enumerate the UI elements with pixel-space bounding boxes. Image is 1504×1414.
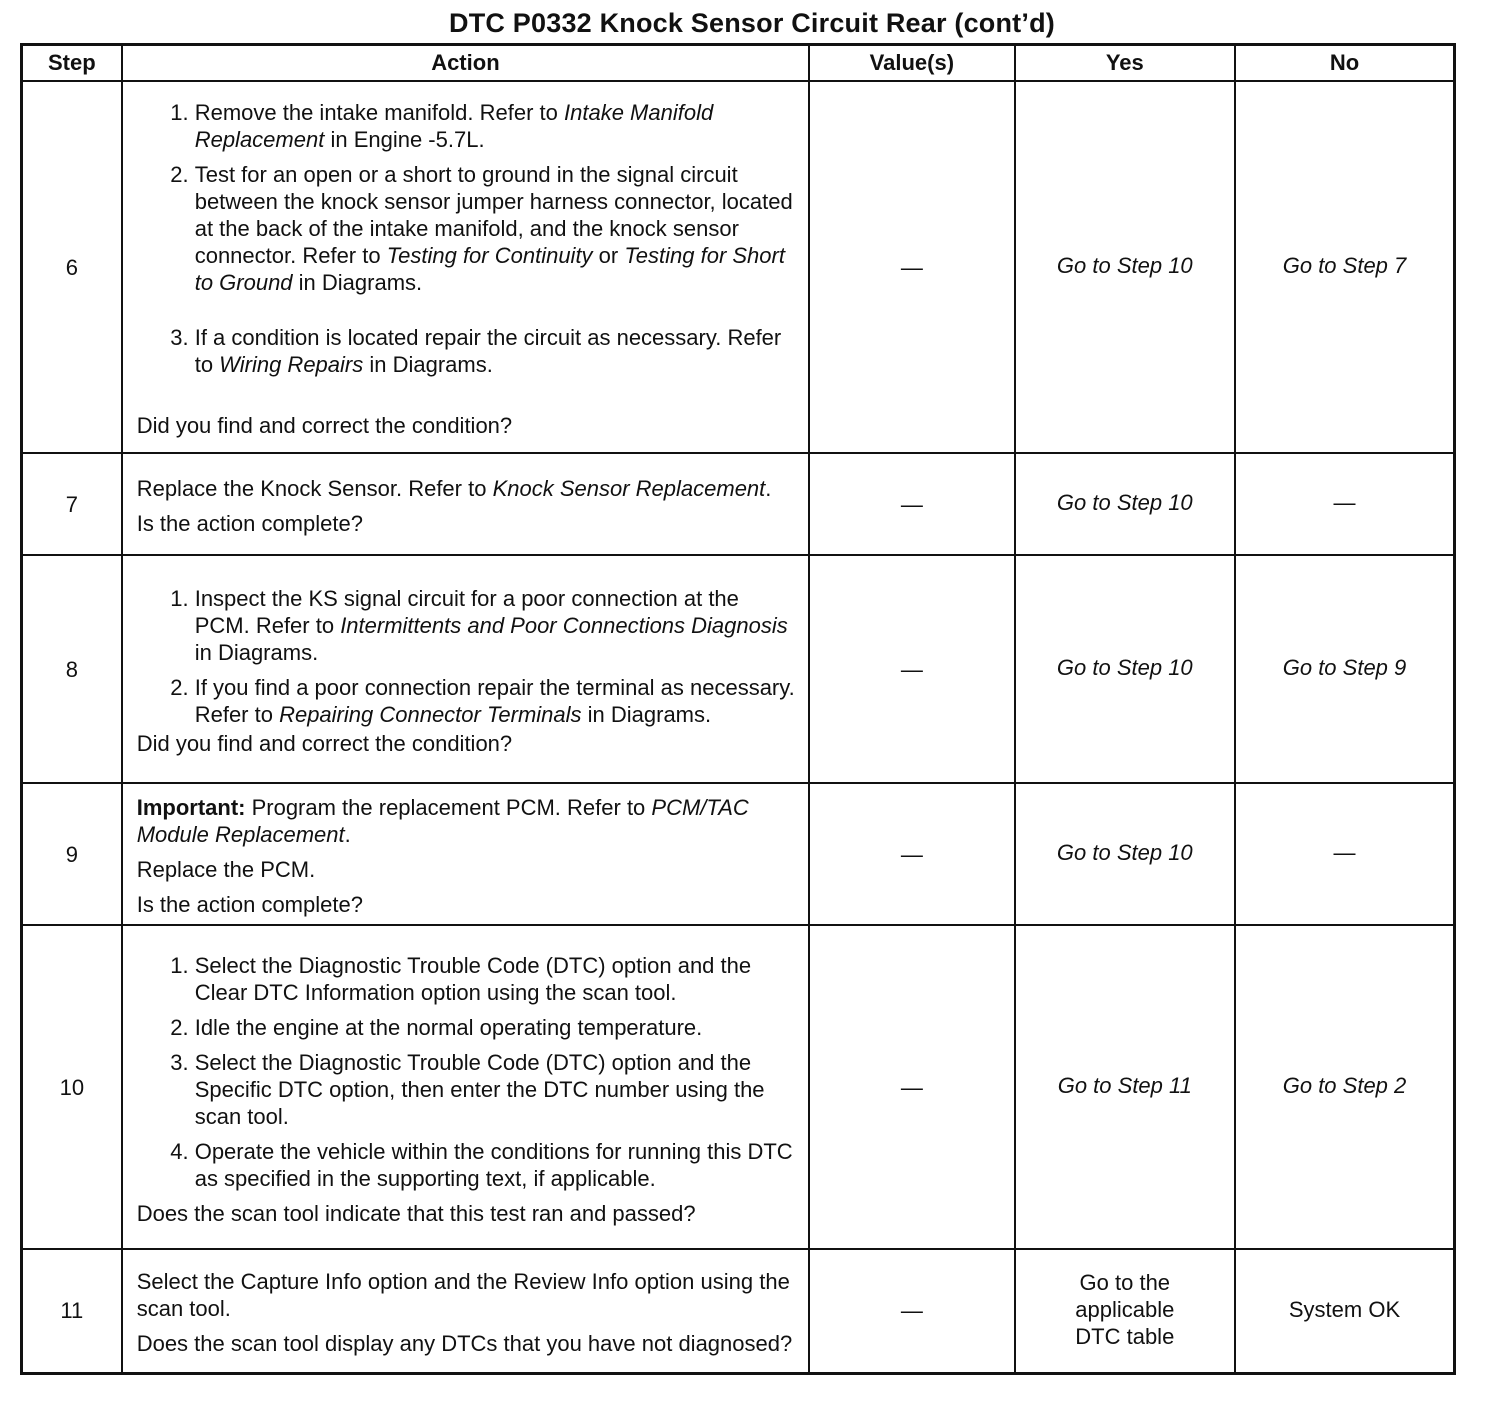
action-list: [137, 952, 798, 1192]
reference-link-text: Testing for Short to Ground: [194, 243, 785, 295]
header-action: Action: [122, 45, 809, 82]
action-cell: [122, 555, 809, 783]
list-item: 1. Inspect the KS signal circuit for a poor connection at the PCM. Refer to Intermittents and Poor Connections Diagnosis in Diagrams.: [195, 585, 798, 666]
reference-link-text: Intermittents and Poor Connections Diagnosis: [340, 613, 788, 638]
yes-cell: Go to Step 10: [1015, 783, 1235, 925]
yes-cell: Go to Step 10: [1015, 555, 1235, 783]
list-item: 2. Idle the engine at the normal operating temperature.: [195, 1014, 798, 1041]
action-question: Does the scan tool indicate that this test ran and passed?: [136, 1200, 696, 1226]
no-cell: System OK: [1235, 1249, 1454, 1373]
value-cell: —: [809, 1249, 1014, 1373]
step-number: 10: [22, 925, 122, 1249]
list-item: 4. Operate the vehicle within the conditions for running this DTC as specified in the supporting text, if applicable.: [195, 1138, 798, 1192]
yes-cell: Go to Step 10: [1015, 81, 1235, 453]
action-list: [137, 585, 798, 728]
yes-cell: Go to Step 11: [1015, 925, 1235, 1249]
header-values: Value(s): [809, 45, 1014, 82]
list-item: 2. Test for an open or a short to ground in the signal circuit between the knock sensor jumper harness connector, located at the back of the intake manifold, and the knock sensor connector. Refer to Testing for Continuity or Testing for Short to Ground in Diagrams.: [195, 161, 798, 296]
action-cell: [122, 925, 809, 1249]
action-text: Replace the Knock Sensor. Refer to Knock Sensor Replacement.: [136, 476, 772, 501]
table-row-step-11: [22, 1249, 1455, 1373]
reference-link-text: Repairing Connector Terminals: [279, 702, 582, 727]
value-cell: —: [809, 925, 1014, 1249]
list-item: 1. Select the Diagnostic Trouble Code (DTC) option and the Clear DTC Information option using the scan tool.: [195, 952, 798, 1006]
value-cell: —: [809, 783, 1014, 925]
no-cell: Go to Step 7: [1235, 81, 1454, 453]
action-text: Select the Capture Info option and the Review Info option using the scan tool.: [136, 1269, 790, 1322]
important-note: Important: Program the replacement PCM. Refer to PCM/TAC Module Replacement.: [136, 795, 749, 847]
action-question: Did you find and correct the condition?: [136, 731, 513, 756]
action-question: Did you find and correct the condition?: [136, 413, 513, 438]
action-cell: [122, 1249, 809, 1373]
step-number: 9: [22, 783, 122, 925]
table-row-step-6: [22, 81, 1455, 453]
action-text: Replace the PCM.: [136, 857, 316, 882]
list-item: 3. Select the Diagnostic Trouble Code (DTC) option and the Specific DTC option, then enter the DTC number using the scan tool.: [195, 1049, 798, 1130]
value-cell: —: [809, 555, 1014, 783]
important-label: Important:: [136, 795, 246, 820]
no-cell: —: [1235, 453, 1454, 555]
list-item: 2. If you find a poor connection repair the terminal as necessary. Refer to Repairing Connector Terminals in Diagrams.: [195, 674, 798, 728]
step-number: 7: [22, 453, 122, 555]
header-yes: Yes: [1015, 45, 1235, 82]
list-item: 3. If a condition is located repair the circuit as necessary. Refer to Wiring Repairs in Diagrams.: [195, 324, 798, 378]
action-list: [137, 99, 798, 378]
no-cell: Go to Step 9: [1235, 555, 1454, 783]
step-number: 11: [22, 1249, 122, 1373]
yes-cell: Go to the applicable DTC table: [1015, 1249, 1235, 1373]
no-cell: Go to Step 2: [1235, 925, 1454, 1249]
action-question: Is the action complete?: [136, 892, 363, 917]
table-row-step-8: [22, 555, 1455, 783]
yes-cell: Go to Step 10: [1015, 453, 1235, 555]
action-question: Is the action complete?: [136, 511, 363, 536]
value-cell: —: [809, 453, 1014, 555]
step-number: 6: [22, 81, 122, 453]
page-title: DTC P0332 Knock Sensor Circuit Rear (cont’d): [449, 8, 1055, 38]
reference-link-text: Testing for Continuity: [386, 243, 593, 268]
reference-link-text: Intake Manifold Replacement: [194, 100, 714, 152]
dtc-table: [20, 43, 1456, 1375]
header-step: Step: [22, 45, 122, 82]
action-question: Does the scan tool display any DTCs that you have not diagnosed?: [136, 1331, 793, 1357]
header-no: No: [1235, 45, 1454, 82]
table-row-step-9: [22, 783, 1455, 925]
header-row: [22, 45, 1455, 82]
reference-link-text: Wiring Repairs: [219, 352, 364, 377]
action-cell: [122, 81, 809, 453]
no-cell: —: [1235, 783, 1454, 925]
table-row-step-7: [22, 453, 1455, 555]
action-cell: [122, 453, 809, 555]
value-cell: —: [809, 81, 1014, 453]
reference-link-text: PCM/TAC Module Replacement: [136, 795, 749, 847]
table-row-step-10: [22, 925, 1455, 1249]
reference-link-text: Knock Sensor Replacement: [492, 476, 766, 501]
list-item: 1. Remove the intake manifold. Refer to Intake Manifold Replacement in Engine -5.7L.: [195, 99, 798, 153]
step-number: 8: [22, 555, 122, 783]
action-cell: [122, 783, 809, 925]
